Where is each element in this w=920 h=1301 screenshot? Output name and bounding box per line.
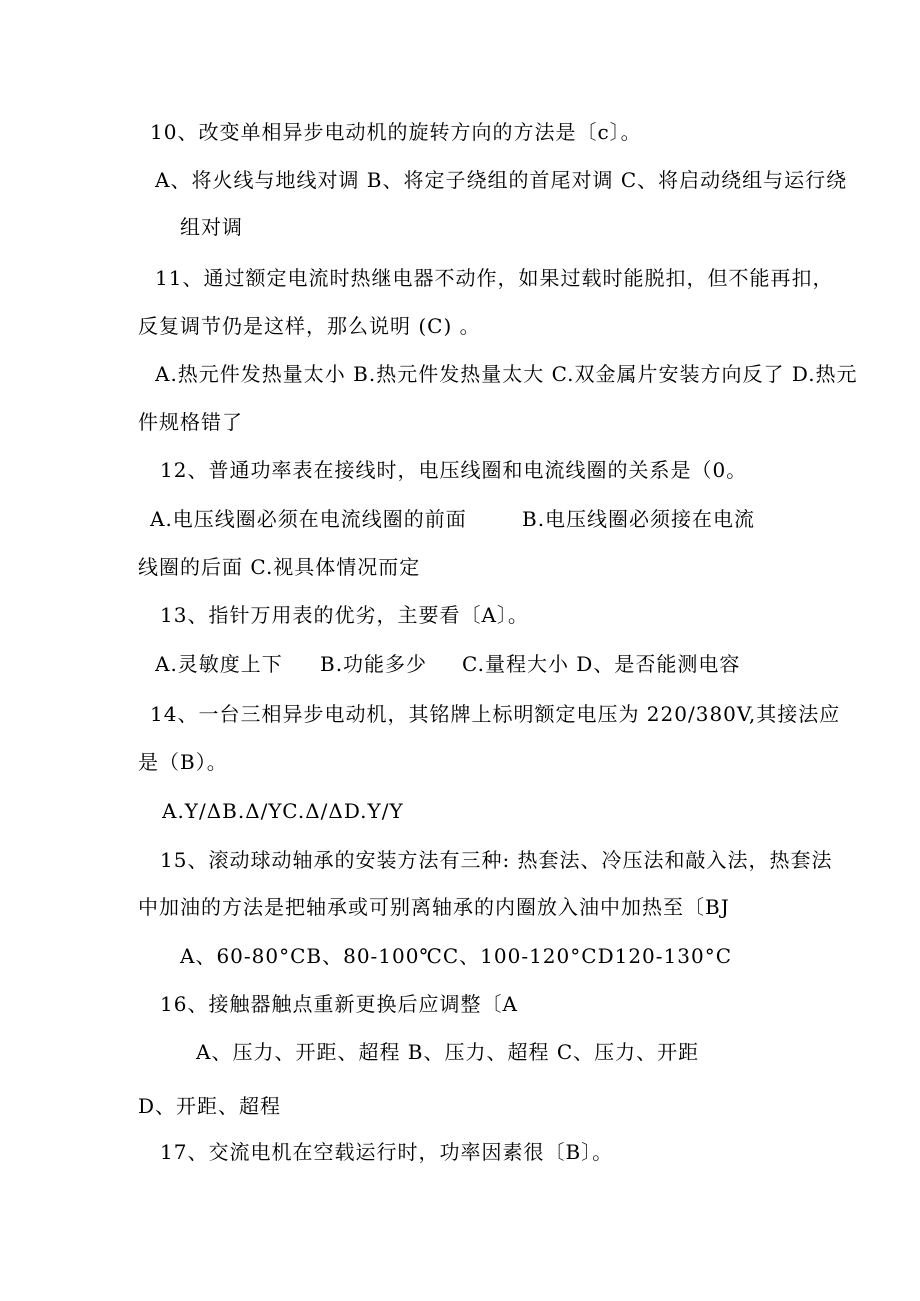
question-13-option-a: A.灵敏度上下 (155, 652, 283, 676)
question-11-stem-cont: 反复调节仍是这样，那么说明 (C) 。 (138, 314, 481, 338)
question-15-options: A、60-80°CB、80-100℃C、100-120°CD120-130°C (180, 944, 733, 968)
question-13-stem: 13、指针万用表的优劣，主要看〔A〕。 (160, 603, 529, 627)
question-16-stem: 16、接触器触点重新更换后应调整〔A (160, 992, 518, 1016)
question-14-stem-cont: 是（B）。 (138, 750, 228, 774)
question-12-option-a: A.电压线圈必须在电流线圈的前面 (150, 507, 467, 531)
question-10-options: A、将火线与地线对调 B、将定子绕组的首尾对调 C、将启动绕组与运行绕 (155, 168, 848, 192)
question-16-options: A、压力、开距、超程 B、压力、超程 C、压力、开距 (196, 1040, 700, 1064)
question-12-stem: 12、普通功率表在接线时，电压线圈和电流线圈的关系是（0。 (160, 458, 748, 482)
question-11-options: A.热元件发热量太小 B.热元件发热量太大 C.双金属片安装方向反了 D.热元 (155, 362, 858, 386)
question-15-stem: 15、滚动球动轴承的安装方法有三种: 热套法、冷压法和敲入法，热套法 (160, 848, 833, 872)
question-11-options-cont: 件规格错了 (138, 410, 243, 434)
question-11-stem: 11、通过额定电流时热继电器不动作，如果过载时能脱扣，但不能再扣， (155, 266, 834, 290)
question-15-stem-cont: 中加油的方法是把轴承或可别离轴承的内圈放入油中加热至〔BJ (138, 895, 730, 919)
question-14-stem: 14、一台三相异步电动机，其铭牌上标明额定电压为 220/380V,其接法应 (150, 702, 841, 726)
question-10-stem: 10、改变单相异步电动机的旋转方向的方法是〔c〕。 (150, 120, 642, 144)
question-13-option-b: B.功能多少 (320, 652, 428, 676)
question-10-options-cont: 组对调 (180, 215, 243, 239)
question-17-stem: 17、交流电机在空载运行时，功率因素很〔B〕。 (160, 1140, 614, 1164)
question-12-option-b: B.电压线圈必须接在电流 (522, 507, 756, 531)
question-16-options-cont: D、开距、超程 (138, 1094, 282, 1118)
question-13-option-cd: C.量程大小 D、是否能测电容 (462, 652, 741, 676)
question-12-options-cont: 线圈的后面 C.视具体情况而定 (138, 555, 421, 579)
question-14-options: A.Y/ΔB.Δ/YC.Δ/ΔD.Y/Y (162, 799, 404, 823)
